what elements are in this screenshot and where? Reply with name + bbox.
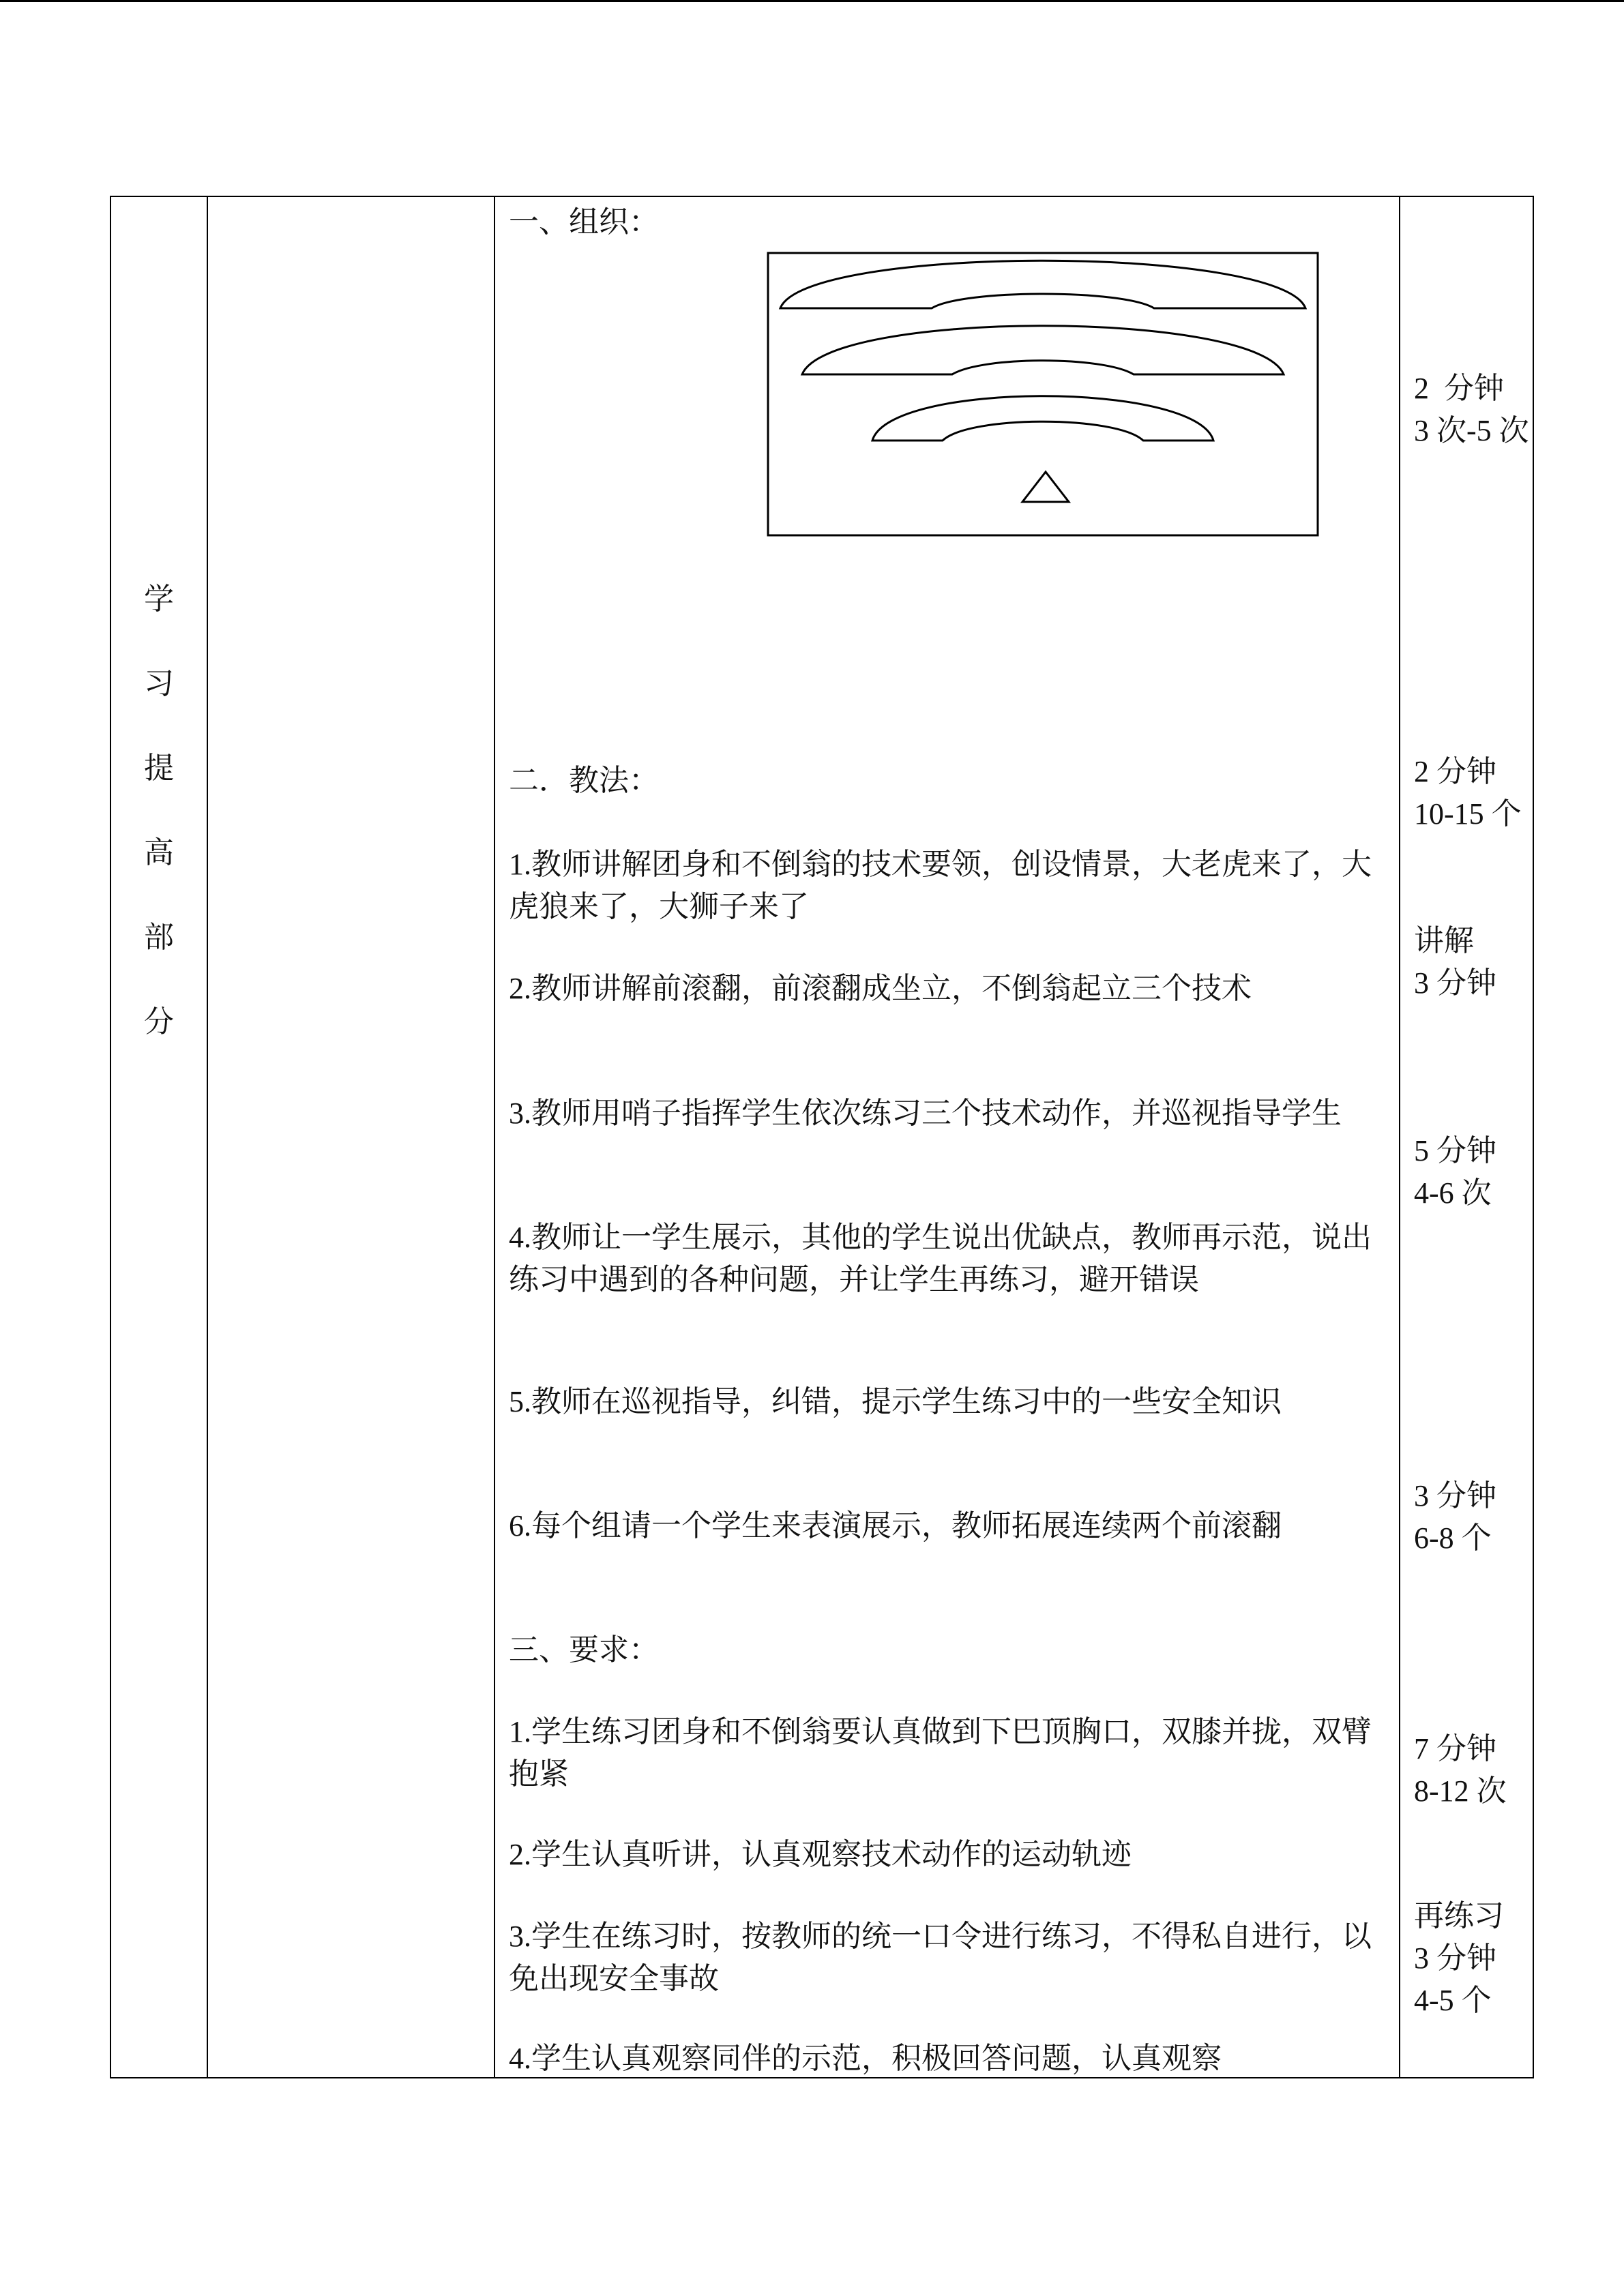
- section-label-char: 学: [144, 582, 174, 616]
- field-border: [768, 253, 1318, 535]
- method-heading: 二．教法：: [509, 764, 659, 797]
- organization-heading: 一、组织：: [509, 205, 659, 239]
- timing-note: 3 分钟 6-8 个: [1414, 1479, 1496, 1555]
- timing-note: 7 分钟 8-12 次: [1414, 1732, 1507, 1808]
- requirement-heading: 三、要求：: [509, 1633, 659, 1667]
- requirement-item: 3.学生在练习时，按教师的统一口令进行练习，不得私自进行，以免出现安全事故: [509, 1920, 1372, 1995]
- timing-note: 讲解 3 分钟: [1414, 924, 1496, 1000]
- lesson-plan-table: [110, 196, 1534, 2078]
- student-row-arc: [872, 396, 1213, 441]
- student-row-arc: [802, 326, 1284, 374]
- section-label-char: 部: [144, 921, 174, 954]
- timing-note: 2 分钟 10-15 个: [1414, 755, 1522, 831]
- method-item: 1.教师讲解团身和不倒翁的技术要领，创设情景，大老虎来了，大虎狼来了，大狮子来了: [509, 848, 1372, 923]
- timing-note: 5 分钟 4-6 次: [1414, 1134, 1496, 1210]
- section-label-column: [111, 197, 207, 2077]
- method-item: 5.教师在巡视指导，纠错，提示学生练习中的一些安全知识: [509, 1385, 1282, 1418]
- method-item: 4.教师让一学生展示，其他的学生说出优缺点，教师再示范，说出练习中遇到的各种问题，并让学生再练习，避开错误: [509, 1221, 1372, 1296]
- column-divider: [207, 197, 208, 2077]
- section-label-char: 习: [144, 667, 174, 700]
- requirement-item: 4.学生认真观察同伴的示范，积极回答问题，认真观察: [509, 2042, 1222, 2075]
- page-top-border: [0, 0, 1624, 2]
- requirement-item: 1.学生练习团身和不倒翁要认真做到下巴顶胸口，双膝并拢，双臂抱紧: [509, 1715, 1372, 1791]
- timing-column: [1400, 197, 1530, 2077]
- timing-note: 2 分钟 3 次-5 次: [1414, 372, 1529, 447]
- teacher-triangle-icon: [1022, 472, 1069, 502]
- method-item: 3.教师用哨子指挥学生依次练习三个技术动作，并巡视指导学生: [509, 1097, 1342, 1130]
- student-row-arc: [780, 260, 1305, 308]
- section-label-char: 提: [144, 751, 174, 785]
- method-item: 6.每个组请一个学生来表演展示，教师拓展连续两个前滚翻: [509, 1509, 1282, 1542]
- requirement-item: 2.学生认真听讲，认真观察技术动作的运动轨迹: [509, 1838, 1132, 1871]
- formation-diagram: [767, 252, 1319, 538]
- section-label-char: 高: [144, 836, 174, 869]
- method-item: 2.教师讲解前滚翻，前滚翻成坐立，不倒翁起立三个技术: [509, 972, 1252, 1005]
- section-label-char: 分: [144, 1005, 174, 1039]
- timing-note: 再练习 3 分钟 4-5 个: [1414, 1899, 1504, 2017]
- content-column: [495, 197, 1396, 2077]
